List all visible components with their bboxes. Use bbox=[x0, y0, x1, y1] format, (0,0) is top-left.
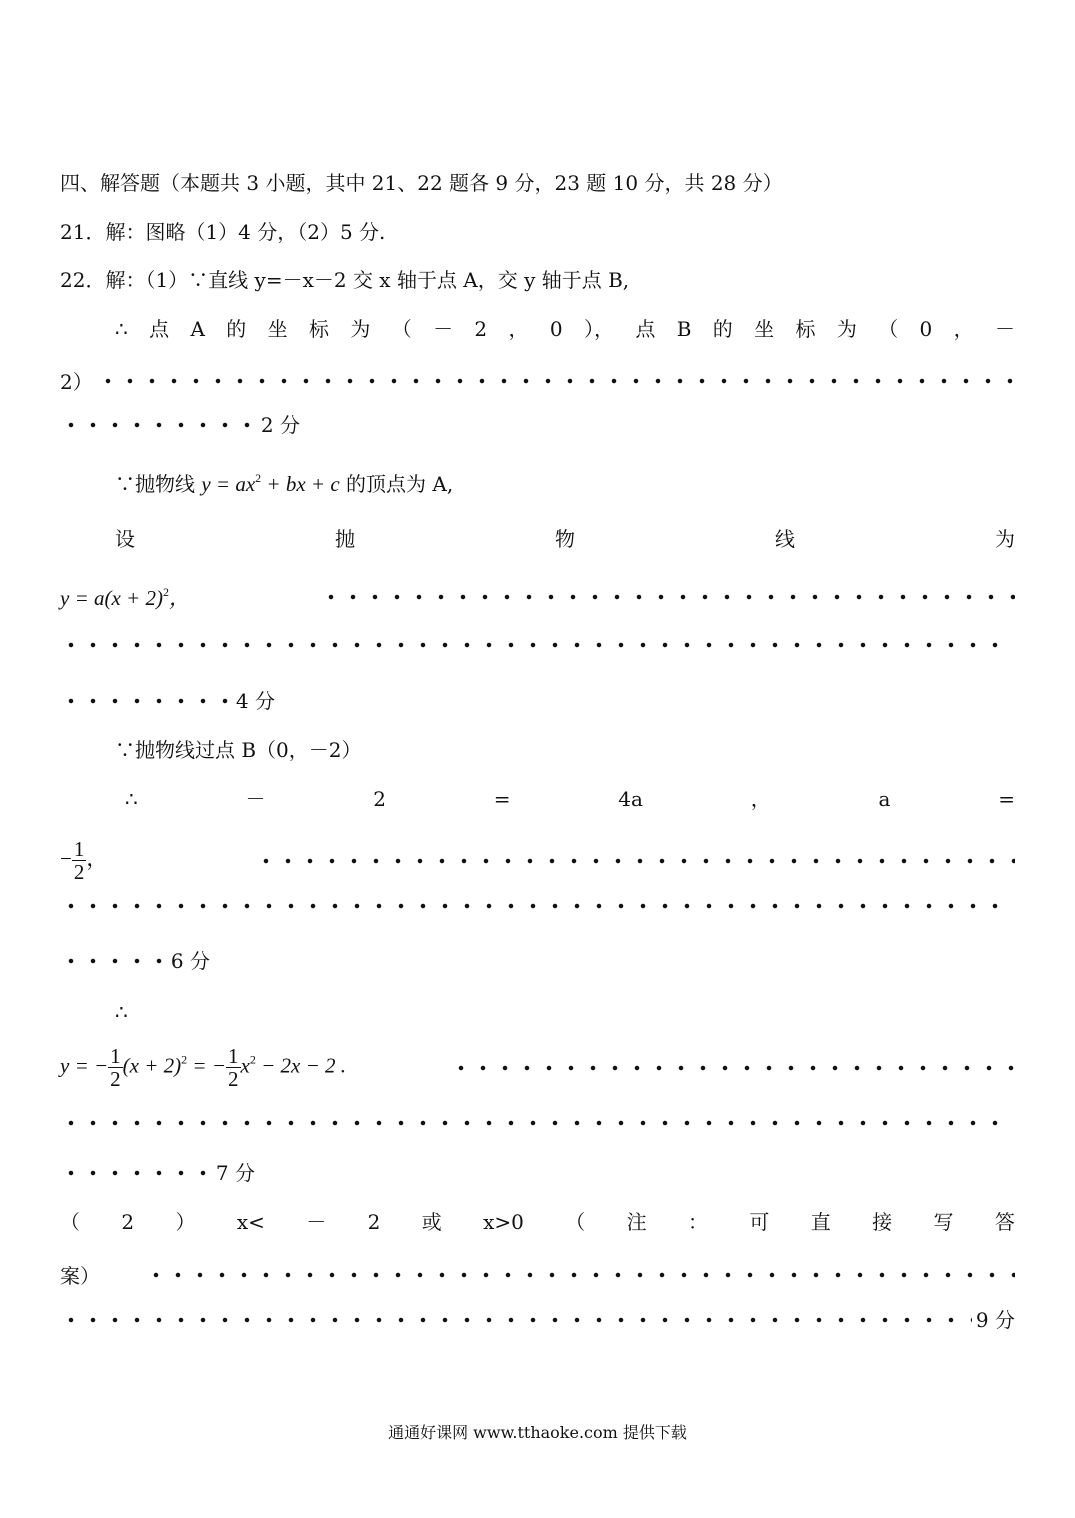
set_chars-char: 设 bbox=[115, 527, 135, 551]
part2_chars-char: （ bbox=[60, 1210, 80, 1234]
coord_chars-char: 标 bbox=[308, 317, 329, 341]
part2_chars-char: 可 bbox=[749, 1210, 770, 1234]
score-row-2 bbox=[60, 415, 300, 435]
coord_chars-char: ∴ bbox=[115, 317, 128, 341]
set-formula: $y = a(x + 2)^2$， bbox=[60, 585, 190, 610]
coord_chars-char: 的 bbox=[226, 317, 247, 341]
q22-intro: 22．解：（1）∵直线 y=－x－2 交 x 轴于点 A，交 y 轴于点 B, bbox=[60, 268, 630, 292]
a-value: − $\frac{1}{2}$ ， bbox=[60, 837, 108, 885]
eq_chars-char: 4a bbox=[618, 787, 643, 811]
dot-leader bbox=[60, 422, 257, 428]
dot-row bbox=[60, 1120, 1000, 1126]
coord_chars-char: 2 bbox=[474, 317, 488, 341]
score-row-7 bbox=[60, 1163, 255, 1183]
set-line bbox=[115, 529, 1015, 549]
dot-leader bbox=[60, 1120, 1000, 1126]
part2_chars-char: 或 bbox=[421, 1210, 442, 1234]
dot-leader bbox=[60, 903, 1000, 909]
part2_chars-char: 注 bbox=[626, 1210, 647, 1234]
part2-cont-row bbox=[60, 1260, 1015, 1289]
coord_chars-char: 坐 bbox=[267, 317, 288, 341]
score-4: 4 分 bbox=[235, 689, 275, 713]
part2_chars-char: x< bbox=[236, 1210, 265, 1234]
coord-cont: 2） bbox=[60, 370, 93, 394]
set-formula-row bbox=[60, 582, 1015, 612]
dot-row bbox=[60, 903, 1000, 909]
part2_chars-char: － bbox=[306, 1210, 327, 1234]
dot-leader bbox=[60, 698, 232, 704]
eq_chars-char: = bbox=[998, 787, 1015, 811]
coord_chars-char: 0 bbox=[919, 317, 933, 341]
eq_chars-char: － bbox=[245, 787, 266, 811]
part2_chars-char: 2 bbox=[121, 1210, 135, 1234]
coord_chars-char: － bbox=[995, 317, 1015, 341]
eq_chars-char: ， bbox=[750, 787, 771, 811]
part2_chars-char: ： bbox=[688, 1210, 709, 1234]
coord_chars-char: ， bbox=[508, 317, 529, 341]
part2-line bbox=[60, 1212, 1015, 1232]
set_chars-char: 抛 bbox=[335, 527, 355, 551]
footer: 通通好课网 www.tthaoke.com 提供下载 bbox=[388, 1423, 687, 1442]
coord_chars-char: 点 bbox=[635, 317, 656, 341]
set_chars-char: 为 bbox=[995, 527, 1015, 551]
coord-line bbox=[115, 319, 1015, 339]
coord-cont-row bbox=[60, 366, 1015, 395]
coord_chars-char: 点 bbox=[149, 317, 170, 341]
score-9: 9 分 bbox=[975, 1308, 1015, 1332]
therefore-symbol: ∴ bbox=[115, 1000, 128, 1024]
score-row-4 bbox=[60, 691, 275, 711]
set_chars-char: 线 bbox=[775, 527, 795, 551]
coord_chars-char: 为 bbox=[836, 317, 857, 341]
score-row-6 bbox=[60, 951, 210, 971]
part2_chars-char: 写 bbox=[933, 1210, 954, 1234]
score-row-9 bbox=[60, 1310, 1015, 1330]
coord_chars-char: － bbox=[433, 317, 454, 341]
part2_chars-char: ） bbox=[175, 1210, 196, 1234]
through-line: ∵抛物线过点 B（0，－2） bbox=[115, 738, 362, 762]
dot-leader bbox=[145, 1272, 1015, 1278]
dot-leader bbox=[320, 594, 1015, 600]
part2_chars-char: 直 bbox=[810, 1210, 831, 1234]
part2_chars-char: （ bbox=[565, 1210, 586, 1234]
score-2: 2 分 bbox=[260, 413, 300, 437]
score-6: 6 分 bbox=[170, 949, 210, 973]
coord_chars-char: 的 bbox=[712, 317, 733, 341]
coord_chars-char: 为 bbox=[350, 317, 371, 341]
part2_chars-char: 2 bbox=[367, 1210, 381, 1234]
dot-leader bbox=[450, 1065, 1015, 1071]
coord_chars-char: （ bbox=[391, 317, 412, 341]
eq-line bbox=[125, 789, 1015, 809]
coord_chars-char: 标 bbox=[795, 317, 816, 341]
coord_chars-char: ， bbox=[953, 317, 974, 341]
dot-leader bbox=[97, 378, 1015, 384]
coord_chars-char: ）， bbox=[583, 317, 614, 341]
part2_chars-char: x>0 bbox=[483, 1210, 524, 1234]
coord_chars-char: A bbox=[190, 317, 205, 341]
eq_chars-char: a bbox=[878, 787, 891, 811]
part2-cont: 案） bbox=[60, 1264, 100, 1288]
dot-leader bbox=[60, 1170, 212, 1176]
coord_chars-char: 0 bbox=[549, 317, 563, 341]
part2_chars-char: 答 bbox=[994, 1210, 1015, 1234]
eq_chars-char: 2 bbox=[373, 787, 386, 811]
dot-leader bbox=[255, 858, 1015, 864]
a-value-row bbox=[60, 838, 1015, 883]
coord_chars-char: （ bbox=[878, 317, 899, 341]
dot-leader bbox=[60, 958, 167, 964]
result-row bbox=[60, 1045, 1015, 1090]
eq_chars-char: = bbox=[493, 787, 511, 811]
coord_chars-char: B bbox=[676, 317, 692, 341]
q21-answer: 21．解：图略（1）4 分，（2）5 分. bbox=[60, 220, 386, 244]
score-7: 7 分 bbox=[215, 1161, 255, 1185]
result-formula: y = − $\frac{1}{2}$ $(x + 2)^2$ = − $\frac{1}{2}$ $x^2 - 2x - 2$ . bbox=[60, 1044, 346, 1092]
set_chars-char: 物 bbox=[555, 527, 575, 551]
coord_chars-char: 坐 bbox=[754, 317, 775, 341]
dot-row bbox=[60, 642, 1000, 648]
part2_chars-char: 接 bbox=[872, 1210, 893, 1234]
eq_chars-char: ∴ bbox=[125, 787, 138, 811]
vertex-line: ∵抛物线 $y = ax^2$ + bx + c 的顶点为 A, bbox=[115, 471, 454, 496]
dot-leader bbox=[60, 1317, 972, 1323]
section-heading: 四、解答题（本题共 3 小题，其中 21、22 题各 9 分，23 题 10 分，共 28 分） bbox=[60, 171, 783, 195]
dot-leader bbox=[60, 642, 1000, 648]
